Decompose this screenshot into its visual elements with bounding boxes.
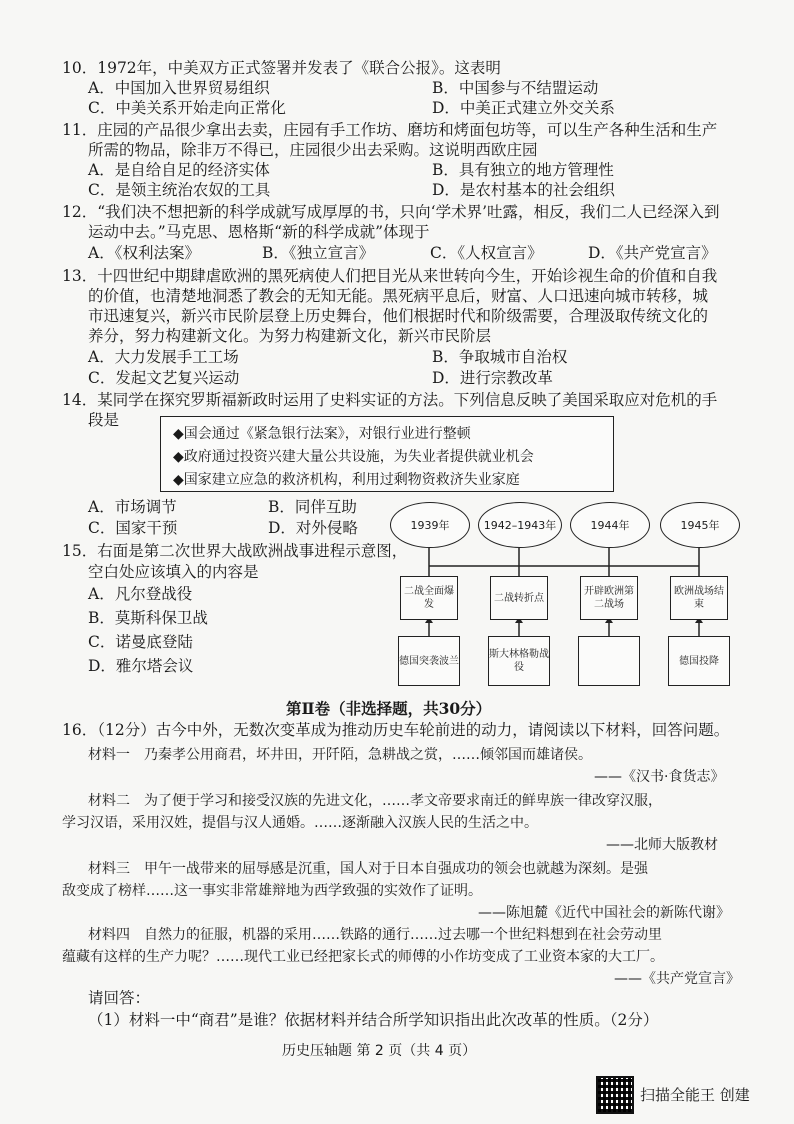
page-footer: 历史压轴题 第 2 页（共 4 页）	[282, 1043, 477, 1059]
diagram-stage-2: 二战转折点	[490, 576, 548, 620]
q15-option-d: D．雅尔塔会议	[88, 657, 194, 675]
q10-stem: 10．1972年，中美双方正式签署并发表了《联合公报》。这表明	[62, 59, 501, 77]
q10-option-a: A．中国加入世界贸易组织	[88, 79, 270, 97]
q16-material-3-source: ——陈旭麓《近代中国社会的新陈代谢》	[478, 905, 730, 921]
diagram-year-1: 1939年	[390, 502, 470, 548]
q11-option-c: C．是领主统治农奴的工具	[88, 181, 271, 199]
q11-stem-line1: 11．庄园的产品很少拿出去卖，庄园有手工作坊、磨坊和烤面包坊等，可以生产各种生活和生产	[62, 121, 718, 139]
q14-stem-line1: 14．某同学在探究罗斯福新政时运用了史料实证的方法。下列信息反映了美国采取应对危机的手	[62, 391, 718, 409]
q15-option-b: B．莫斯科保卫战	[88, 609, 208, 627]
qr-code-icon	[596, 1076, 634, 1114]
q12-option-c: C．《人权宣言》	[430, 244, 543, 262]
q11-option-d: D．是农村基本的社会组织	[432, 181, 615, 199]
q13-stem-line4: 养分，努力构建新文化。为努力构建新文化，新兴市民阶层	[88, 327, 492, 345]
q10-option-d: D．中美正式建立外交关系	[432, 99, 615, 117]
diagram-year-2: 1942–1943年	[478, 502, 562, 548]
diagram-stage-3: 开辟欧洲第二战场	[580, 576, 638, 620]
q14-source-box	[160, 416, 614, 492]
scanner-watermark: 扫描全能王 创建	[640, 1086, 750, 1104]
q16-ask: 请回答：	[88, 989, 151, 1007]
q15-option-a: A．凡尔登战役	[88, 585, 193, 603]
diagram-year-3: 1944年	[570, 502, 650, 548]
q13-stem-line2: 的价值，也清楚地洞悉了教会的无知无能。黑死病平息后，财富、人口迅速向城市转移，城	[88, 287, 709, 305]
q11-option-a: A．是自给自足的经济实体	[88, 161, 270, 179]
q10-option-b: B．中国参与不结盟运动	[432, 79, 599, 97]
q14-source-item-1: ◆国会通过《紧急银行法案》，对银行业进行整顿	[173, 426, 471, 442]
q16-material-4-line1: 材料四 自然力的征服，机器的采用……铁路的通行……过去哪一个世纪料想到在社会劳动里	[88, 927, 662, 943]
q15-stem-line1: 15．右面是第二次世界大战欧洲战事进程示意图，	[62, 542, 408, 560]
q12-option-b: B．《独立宣言》	[262, 244, 375, 262]
q16-material-4-source: ——《共产党宣言》	[614, 971, 740, 987]
diagram-year-4: 1945年	[660, 502, 740, 548]
q12-stem-line1: 12．“我们决不想把新的科学成就写成厚厚的书，只向‘学术界’吐露，相反，我们二人已经深入到	[62, 203, 720, 221]
q16-material-2-line1: 材料二 为了便于学习和接受汉族的先进文化，……孝文帝要求南迁的鲜卑族一律改穿汉服，	[88, 793, 662, 809]
q16-material-4-line2: 蕴藏有这样的生产力呢？……现代工业已经把家长式的师傅的小作坊变成了工业资本家的大工厂。	[62, 949, 664, 965]
q15-option-c: C．诺曼底登陆	[88, 633, 193, 651]
diagram-event-4: 德国投降	[668, 636, 730, 686]
part2-title: 第Ⅱ卷（非选择题，共30分）	[286, 699, 492, 718]
q15-stem-line2: 空白处应该填入的内容是	[88, 563, 259, 581]
q13-stem-line1: 13．十四世纪中期肆虐欧洲的黑死病使人们把目光从来世转向今生，开始诊视生命的价值和自我	[62, 267, 718, 285]
q16-material-1-source: ——《汉书·食货志》	[594, 769, 725, 785]
q12-option-a: A．《权利法案》	[88, 244, 200, 262]
q16-material-1: 材料一 乃秦孝公用商君，坏井田，开阡陌，急耕战之赏，……倾邻国而雄诸侯。	[88, 747, 592, 763]
diagram-event-2: 斯大林格勒战役	[488, 636, 550, 686]
q16-material-3-line2: 敌变成了榜样……这一事实非常雄辩地为西学致强的实效作了证明。	[62, 883, 482, 899]
q16-material-2-line2: 学习汉语，采用汉姓，提倡与汉人通婚。……逐渐融入汉族人民的生活之中。	[62, 815, 538, 831]
q16-subquestion-1: （1）材料一中“商君”是谁？依据材料并结合所学知识指出此次改革的性质。（2分）	[88, 1011, 659, 1029]
q16-stem: 16．（12分）古今中外，无数次变革成为推动历史车轮前进的动力，请阅读以下材料，回答问题。	[62, 721, 730, 739]
q13-option-b: B．争取城市自治权	[432, 348, 568, 366]
q12-option-d: D．《共产党宣言》	[588, 244, 717, 262]
q14-stem-line2: 段是	[88, 411, 120, 429]
q13-option-c: C．发起文艺复兴运动	[88, 369, 240, 387]
diagram-event-3-blank	[578, 636, 640, 686]
q14-option-c: C．国家干预	[88, 519, 178, 537]
q14-option-a: A．市场调节	[88, 498, 177, 516]
q14-option-b: B．同伴互助	[268, 498, 357, 516]
q13-option-d: D．进行宗教改革	[432, 369, 553, 387]
q14-source-item-3: ◆国家建立应急的救济机构，利用过剩物资救济失业家庭	[173, 472, 520, 488]
q11-stem-line2: 所需的物品，除非万不得已，庄园很少出去采购。这说明西欧庄园	[88, 141, 538, 159]
q13-option-a: A．大力发展手工工场	[88, 348, 239, 366]
q13-stem-line3: 市迅速复兴，新兴市民阶层登上历史舞台，他们根据时代和阶级需要，合理汲取传统文化的	[88, 307, 709, 325]
q16-material-3-line1: 材料三 甲午一战带来的屈辱感是沉重，国人对于日本自强成功的领会也就越为深刻。是强	[88, 861, 648, 877]
q10-option-c: C．中美关系开始走向正常化	[88, 99, 286, 117]
diagram-event-1: 德国突袭波兰	[398, 636, 460, 686]
q11-option-b: B．具有独立的地方管理性	[432, 161, 614, 179]
q16-material-2-source: ——北师大版教材	[606, 837, 718, 853]
q14-option-d: D．对外侵略	[268, 519, 358, 537]
diagram-stage-4: 欧洲战场结束	[670, 576, 728, 620]
q12-stem-line2: 运动中去。”马克思、恩格斯“新的科学成就”体现于	[88, 223, 430, 241]
diagram-stage-1: 二战全面爆发	[400, 576, 458, 620]
q14-source-item-2: ◆政府通过投资兴建大量公共设施，为失业者提供就业机会	[173, 449, 534, 465]
